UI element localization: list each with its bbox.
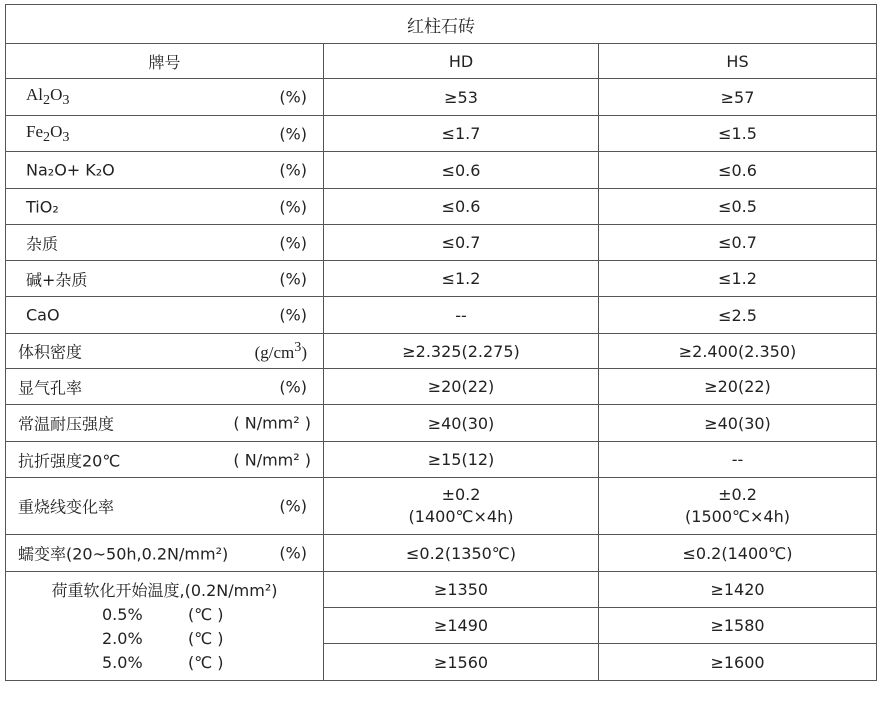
value-hd: ≥2.325(2.275) <box>324 334 599 369</box>
temperature-unit: (℃ ) <box>188 605 224 624</box>
value-hs: ≥1420 <box>599 572 877 608</box>
property-cell <box>6 442 324 478</box>
value-hd: ≤1.7 <box>324 116 599 152</box>
header-grade-label: 牌号 <box>6 44 324 79</box>
property-name: 碱+杂质 <box>26 270 88 289</box>
value-hd: ≤0.7 <box>324 225 599 261</box>
softening-label-cell <box>6 572 324 681</box>
value-hs: ≥20(22) <box>599 369 877 405</box>
table-row <box>6 334 877 369</box>
property-name: TiO₂ <box>26 197 59 216</box>
value-hd: -- <box>324 297 599 334</box>
table-row <box>6 442 877 478</box>
property-unit: (%) <box>279 377 307 396</box>
property-name: 常温耐压强度 <box>18 414 115 434</box>
property-cell <box>6 334 324 369</box>
property-unit: (%) <box>279 233 307 252</box>
table-row <box>6 478 877 535</box>
deformation-percent: 0.5% <box>102 605 143 624</box>
property-unit: (%) <box>279 305 307 325</box>
value-hs: ±0.2 (1500℃×4h) <box>599 478 877 535</box>
property-unit: (%) <box>279 87 307 107</box>
value-hd: ≥1490 <box>324 608 599 644</box>
property-name: 杂质 <box>26 234 59 253</box>
header-hs: HS <box>599 44 877 79</box>
property-unit: $(g/cm^3)$ <box>254 339 307 362</box>
value-hd: ±0.2 (1400℃×4h) <box>324 478 599 535</box>
value-hs: ≤1.5 <box>599 116 877 152</box>
table-row <box>6 152 877 189</box>
table-row <box>6 369 877 405</box>
value-hd: ≤0.6 <box>324 189 599 225</box>
property-cell <box>6 152 324 189</box>
property-name: Na₂O+ K₂O <box>26 160 115 180</box>
property-name: $Fe_2O_3$ <box>26 121 70 145</box>
value-hs: ≥40(30) <box>599 405 877 442</box>
value-hs: ≤0.5 <box>599 189 877 225</box>
property-unit: (%) <box>279 197 307 216</box>
property-name: 显气孔率 <box>18 378 83 397</box>
value-hs: ≥2.400(2.350) <box>599 334 877 369</box>
value-hd: ≥1560 <box>324 644 599 681</box>
property-cell <box>6 478 324 535</box>
header-hd: HD <box>324 44 599 79</box>
temperature-unit: (℃ ) <box>188 653 224 672</box>
value-hd: ≥20(22) <box>324 369 599 405</box>
value-hs: ≤1.2 <box>599 261 877 297</box>
value-hd: ≥1350 <box>324 572 599 608</box>
table-row <box>6 405 877 442</box>
property-unit: (%) <box>279 496 307 516</box>
property-cell <box>6 261 324 297</box>
table-row <box>6 535 877 572</box>
property-unit: (%) <box>279 269 307 288</box>
value-hs: ≥1580 <box>599 608 877 644</box>
property-cell <box>6 297 324 334</box>
property-cell <box>6 189 324 225</box>
value-hs: ≤0.2(1400℃) <box>599 535 877 572</box>
value-hs: -- <box>599 442 877 478</box>
property-cell <box>6 225 324 261</box>
deformation-percent: 2.0% <box>102 629 143 648</box>
value-hd: ≤1.2 <box>324 261 599 297</box>
property-unit: ( N/mm² ) <box>233 413 311 433</box>
table-row <box>6 225 877 261</box>
property-cell <box>6 116 324 152</box>
table-title: 红柱石砖 <box>6 5 877 44</box>
property-name: $Al_2O_3$ <box>26 84 70 109</box>
value-hs: ≥1600 <box>599 644 877 681</box>
table-row <box>6 79 877 116</box>
property-name: 重烧线变化率 <box>18 497 115 517</box>
property-unit: (%) <box>279 543 307 563</box>
temperature-unit: (℃ ) <box>188 629 224 648</box>
property-name: 抗折强度20℃ <box>18 451 121 470</box>
property-cell <box>6 79 324 116</box>
value-hs: ≥57 <box>599 79 877 116</box>
property-cell <box>6 535 324 572</box>
value-hs: ≤0.6 <box>599 152 877 189</box>
deformation-percent: 5.0% <box>102 653 143 672</box>
property-unit: (%) <box>279 160 307 180</box>
table-row <box>6 261 877 297</box>
table-row <box>6 116 877 152</box>
property-cell <box>6 405 324 442</box>
property-name: CaO <box>26 305 60 325</box>
property-name: 蠕变率(20~50h,0.2N/mm²) <box>18 544 229 564</box>
value-hd: ≥15(12) <box>324 442 599 478</box>
value-hd: ≥53 <box>324 79 599 116</box>
table-row <box>6 297 877 334</box>
value-hs: ≤0.7 <box>599 225 877 261</box>
property-name: 体积密度 <box>18 342 83 362</box>
softening-row <box>6 572 877 608</box>
value-hd: ≥40(30) <box>324 405 599 442</box>
property-unit: ( N/mm² ) <box>233 450 311 469</box>
spec-table <box>5 4 877 681</box>
property-unit: (%) <box>279 124 307 143</box>
property-cell <box>6 369 324 405</box>
table-row <box>6 189 877 225</box>
value-hd: ≤0.2(1350℃) <box>324 535 599 572</box>
softening-title: 荷重软化开始温度,(0.2N/mm²) <box>51 581 278 600</box>
value-hs: ≤2.5 <box>599 297 877 334</box>
value-hd: ≤0.6 <box>324 152 599 189</box>
